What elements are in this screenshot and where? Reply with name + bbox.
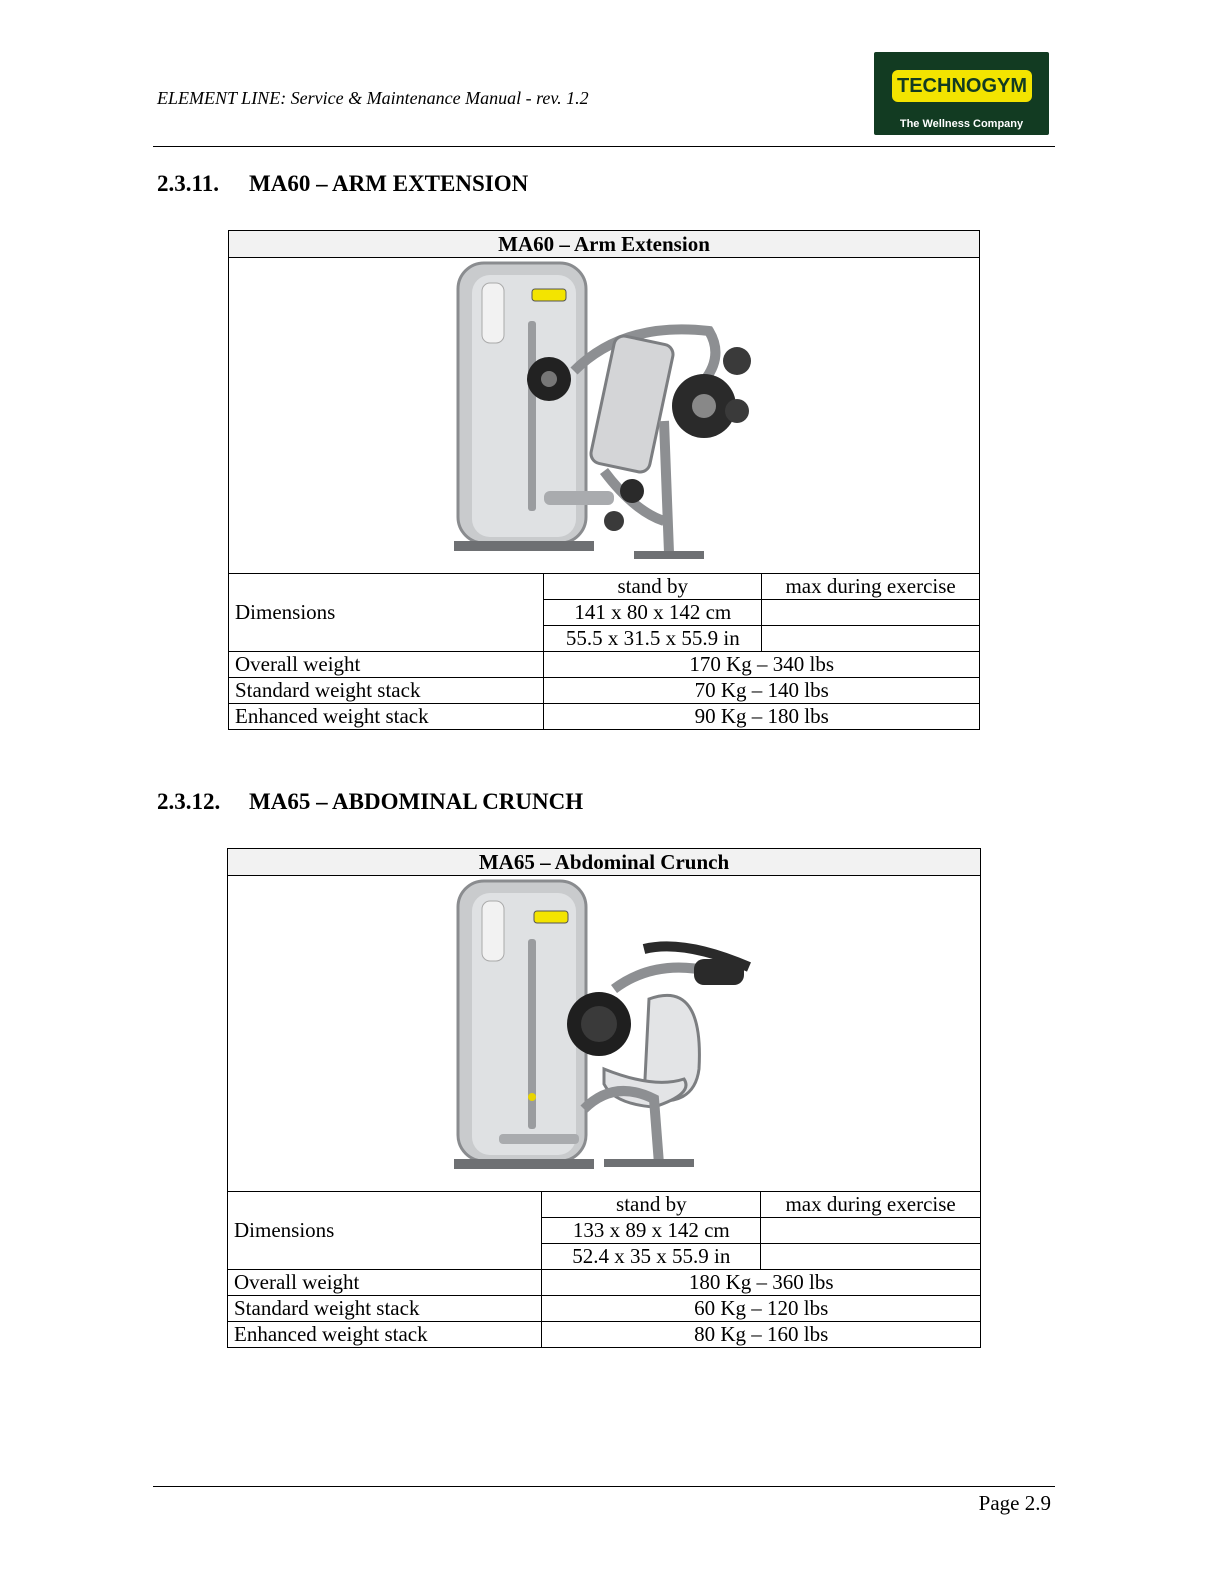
row-value: 60 Kg – 120 lbs [542,1296,981,1322]
row-label: Overall weight [228,1270,542,1296]
logo-badge: TECHNOGYM [892,70,1032,102]
row-label: Overall weight [229,652,544,678]
dimensions-label: Dimensions [229,574,544,652]
dimension-cm-max [762,600,980,626]
machine-image-cell [228,876,981,1192]
page-number: Page 2.9 [978,1491,1051,1515]
dimension-in: 55.5 x 31.5 x 55.9 in [544,626,762,652]
arm-extension-machine-image [454,261,754,571]
col-standby: stand by [544,574,762,600]
row-value: 90 Kg – 180 lbs [544,704,980,730]
section-heading-ma65 [157,789,583,815]
col-max: max during exercise [761,1192,981,1218]
spec-table-ma60 [228,230,980,730]
table-title: MA60 – Arm Extension [229,231,980,258]
dimension-cm-max [761,1218,981,1244]
dimension-in-max [762,626,980,652]
dimension-in: 52.4 x 35 x 55.9 in [542,1244,761,1270]
abdominal-crunch-machine-image [454,879,754,1189]
technogym-logo [874,52,1049,135]
section-title: MA60 – ARM EXTENSION [249,171,529,196]
table-title: MA65 – Abdominal Crunch [228,849,981,876]
row-value: 180 Kg – 360 lbs [542,1270,981,1296]
row-value: 80 Kg – 160 lbs [542,1322,981,1348]
row-label: Standard weight stack [228,1296,542,1322]
header-rule [153,146,1055,147]
row-value: 70 Kg – 140 lbs [544,678,980,704]
footer-rule [153,1486,1055,1487]
row-label: Enhanced weight stack [228,1322,542,1348]
logo-tagline: The Wellness Company [899,118,1024,130]
dimension-cm: 141 x 80 x 142 cm [544,600,762,626]
section-number: 2.3.11. [157,171,219,196]
machine-image-cell [229,258,980,574]
row-value: 170 Kg – 340 lbs [544,652,980,678]
dimension-in-max [761,1244,981,1270]
section-number: 2.3.12. [157,789,221,814]
section-title: MA65 – ABDOMINAL CRUNCH [249,789,584,814]
spec-table-ma65 [227,848,981,1348]
document-header-title: ELEMENT LINE: Service & Maintenance Manual - rev. 1.2 [157,88,589,108]
dimensions-label: Dimensions [228,1192,542,1270]
dimension-cm: 133 x 89 x 142 cm [542,1218,761,1244]
section-heading-ma60 [157,171,528,197]
col-standby: stand by [542,1192,761,1218]
col-max: max during exercise [762,574,980,600]
row-label: Standard weight stack [229,678,544,704]
row-label: Enhanced weight stack [229,704,544,730]
